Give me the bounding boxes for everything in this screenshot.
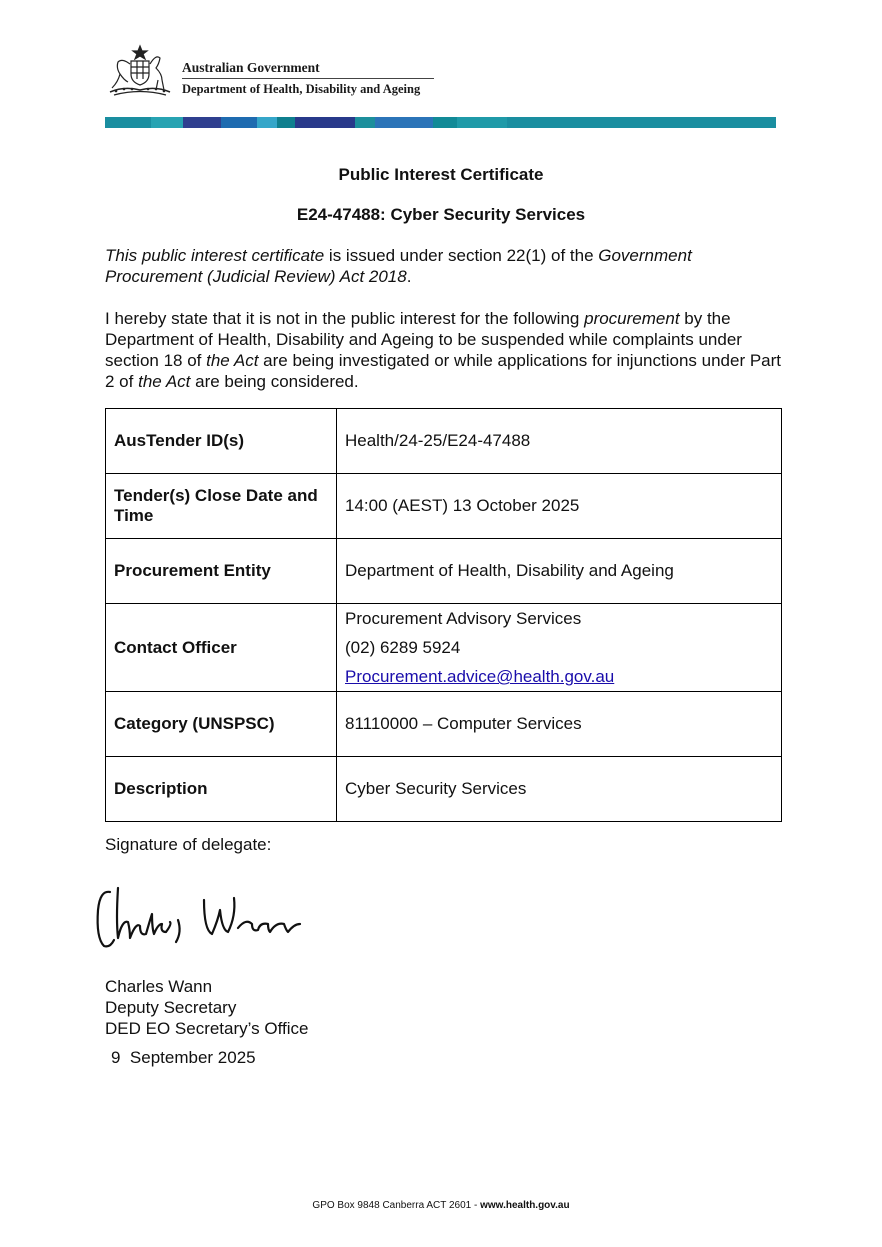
table-row (106, 474, 782, 539)
band-segment (151, 117, 183, 128)
intro-text: . (406, 267, 412, 286)
department-name: Department of Health, Disability and Ageing (182, 82, 421, 96)
band-segment (257, 117, 277, 128)
signature-date: 9 September 2025 (111, 1048, 256, 1067)
category-label: Category (UNSPSC) (106, 692, 337, 757)
government-name: Australian Government (182, 60, 320, 75)
band-segment (457, 117, 507, 128)
table-row (106, 604, 782, 692)
close-date-value: 14:00 (AEST) 13 October 2025 (337, 474, 782, 539)
entity-value: Department of Health, Disability and Ageing (337, 539, 782, 604)
act-title: Government Procurement (Judicial Review) Act 2018 (105, 246, 692, 286)
statement-text: I hereby state that it is not in the public interest for the following (105, 309, 585, 328)
handwritten-signature (92, 880, 312, 952)
intro-italic: This public interest certificate (105, 246, 325, 265)
contact-label: Contact Officer (106, 604, 337, 692)
band-segment (507, 117, 776, 128)
statement-text: by the Department of Health, Disability and Ageing to be suspended while complaints under section 18 of (105, 309, 742, 370)
footer-website[interactable]: www.health.gov.au (480, 1200, 570, 1211)
band-segment (355, 117, 375, 128)
table-row (106, 757, 782, 822)
statement-italic: the Act (138, 372, 191, 391)
statement-paragraph (105, 308, 785, 392)
band-segment (221, 117, 257, 128)
signatory-office: DED EO Secretary’s Office (105, 1019, 309, 1038)
contact-email-link[interactable]: Procurement.advice@health.gov.au (345, 667, 615, 686)
contact-value (337, 604, 782, 692)
category-value: 81110000 – Computer Services (337, 692, 782, 757)
band-segment (433, 117, 457, 128)
band-segment (295, 117, 355, 128)
header-divider (182, 78, 434, 79)
contact-phone: (02) 6289 5924 (345, 638, 461, 657)
intro-paragraph (105, 245, 785, 287)
statement-italic: procurement (584, 309, 680, 328)
austender-label: AusTender ID(s) (106, 409, 337, 474)
entity-label: Procurement Entity (106, 539, 337, 604)
description-label: Description (106, 757, 337, 822)
band-segment (183, 117, 221, 128)
signatory-role: Deputy Secretary (105, 998, 237, 1017)
statement-text: are being investigated or while applications for injunctions under Part 2 of (105, 351, 782, 391)
document-title: Public Interest Certificate (338, 165, 544, 184)
statement-text: are being considered. (190, 372, 359, 391)
table-row (106, 409, 782, 474)
table-row (106, 692, 782, 757)
band-segment (375, 117, 433, 128)
footer-address: GPO Box 9848 Canberra ACT 2601 - (312, 1200, 481, 1211)
close-date-label: Tender(s) Close Date and Time (106, 474, 337, 539)
contact-name: Procurement Advisory Services (345, 609, 582, 628)
page-footer (0, 1200, 882, 1211)
table-row (106, 539, 782, 604)
statement-italic: the Act (206, 351, 259, 370)
band-segment (277, 117, 295, 128)
coat-of-arms-icon (104, 44, 176, 100)
band-segment (105, 117, 151, 128)
colour-band (105, 117, 776, 128)
intro-text: is issued under section 22(1) of the (324, 246, 599, 265)
description-value: Cyber Security Services (337, 757, 782, 822)
document-subtitle: E24-47488: Cyber Security Services (296, 205, 586, 224)
procurement-details-table (105, 408, 782, 822)
austender-value: Health/24-25/E24-47488 (337, 409, 782, 474)
signatory-name: Charles Wann (105, 977, 213, 996)
signature-label: Signature of delegate: (105, 835, 272, 854)
